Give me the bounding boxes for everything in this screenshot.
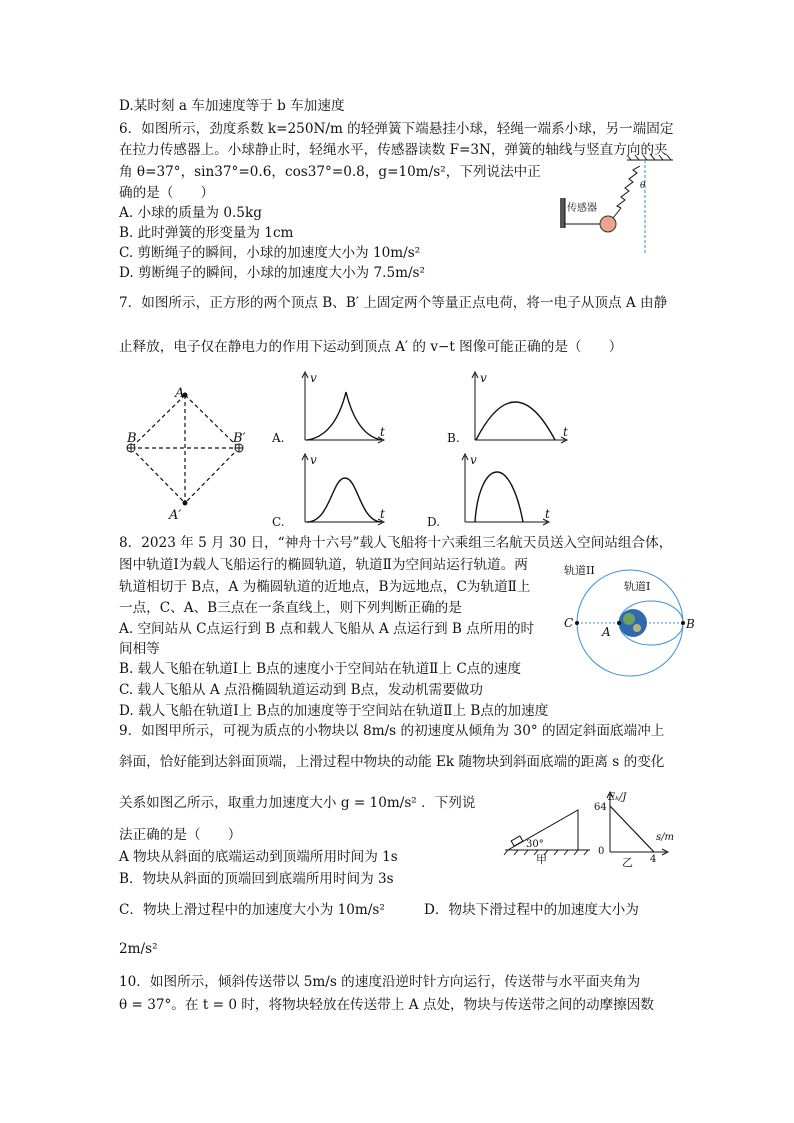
q9-option-b: B．物块从斜面的顶端回到底端所用时间为 3s bbox=[119, 871, 394, 887]
q7-graph-b bbox=[445, 368, 580, 448]
option-b-label: B. bbox=[447, 431, 460, 445]
q8-option-b: B. 载人飞船在轨道Ⅰ上 B点的速度小于空间站在轨道Ⅱ上 C点的速度 bbox=[119, 661, 522, 677]
point-B-label: B bbox=[686, 617, 695, 631]
t-axis-label: t bbox=[545, 507, 550, 521]
q8-option-a-line1: A. 空间站从 C点运行到 B 点和载人飞船从 A 点运行到 B 点所用的时 bbox=[119, 621, 535, 637]
q10-stem-line1: 10．如图所示，倾斜传送带以 5m/s 的速度沿逆时针方向运行，传送带与水平面夹角为 bbox=[119, 974, 641, 990]
option-c-label: C. bbox=[272, 515, 285, 529]
q6-stem-line1: 6．如图所示，劲度系数 k=250N/m 的轻弹簧下端悬挂小球，轻绳一端系小球，另一端固定 bbox=[119, 121, 674, 137]
q9-incline-figure bbox=[500, 805, 600, 865]
tick-64: 64 bbox=[594, 802, 607, 813]
tick-4: 4 bbox=[650, 854, 657, 865]
q7-graph-d bbox=[425, 450, 565, 530]
q9-option-c: C．物块上滑过程中的加速度大小为 10m/s² bbox=[119, 902, 385, 918]
option-a-label: A. bbox=[272, 431, 285, 445]
vertex-B-label: B bbox=[127, 431, 137, 446]
t-axis-label: t bbox=[380, 507, 385, 521]
incline-angle-label: 30° bbox=[526, 839, 544, 850]
q8-stem-line3: 轨道相切于 B点，A 为椭圆轨道的近地点，B为远地点，C为轨道Ⅱ上 bbox=[119, 579, 531, 595]
point-C-label: C bbox=[564, 616, 574, 630]
q8-orbit-figure bbox=[560, 564, 700, 690]
vertex-A-prime-label: A′ bbox=[169, 508, 182, 523]
v-axis-label: v bbox=[310, 371, 317, 385]
q8-stem-line2: 图中轨道Ⅰ为载人飞船运行的椭圆轨道，轨道Ⅱ为空间站运行轨道。两 bbox=[119, 557, 528, 573]
q9-option-d-line1: D．物块下滑过程中的加速度大小为 bbox=[424, 902, 639, 918]
q8-stem-line1: 8．2023 年 5 月 30 日，“神舟十六号”载人飞船将十六乘组三名航天员送入空间站组合体， bbox=[119, 535, 673, 551]
t-axis-label: t bbox=[380, 425, 385, 439]
q7-graph-a bbox=[270, 368, 400, 448]
q8-option-d: D. 载人飞船在轨道Ⅰ上 B点的加速度等于空间站在轨道Ⅱ上 B点的加速度 bbox=[119, 703, 549, 719]
orbit-2-label: 轨道II bbox=[564, 564, 595, 577]
q6-stem-line4: 确的是（ ） bbox=[119, 185, 215, 201]
q9-option-d-line2: 2m/s² bbox=[119, 941, 158, 957]
v-axis-label: v bbox=[470, 453, 477, 467]
q9-ek-s-graph bbox=[592, 790, 702, 870]
q7-stem-line1: 7．如图所示，正方形的两个顶点 B、B′ 上固定两个等量正点电荷，将一电子从顶点 A 由静 bbox=[119, 295, 668, 311]
q6-sensor-label: 传感器 bbox=[567, 203, 597, 214]
q6-option-c: C. 剪断绳子的瞬间，小球的加速度大小为 10m/s² bbox=[119, 245, 421, 261]
q6-option-d: D. 剪断绳子的瞬间，小球的加速度大小为 7.5m/s² bbox=[119, 265, 425, 281]
q7-square-figure bbox=[125, 385, 250, 525]
s-axis-label: s/m bbox=[656, 832, 674, 843]
q10-stem-line2: θ = 37°。在 t = 0 时，将物块轻放在传送带上 A 点处，物块与传送带之间的动摩擦因数 bbox=[119, 997, 654, 1013]
option-d-label: D. bbox=[427, 515, 441, 529]
vertex-A-label: A bbox=[175, 386, 185, 401]
vertex-B-prime-label: B′ bbox=[233, 431, 246, 446]
orbit-1-label: 轨道I bbox=[624, 580, 651, 593]
v-axis-label: v bbox=[310, 453, 317, 467]
ek-axis-label: Eₖ/J bbox=[608, 792, 627, 803]
q9-stem-line1: 9．如图甲所示，可视为质点的小物块以 8m/s 的初速度从倾角为 30° 的固定斜面底端冲上 bbox=[119, 723, 665, 739]
q6-stem-line3: 角 θ=37°，sin37°=0.6，cos37°=0.8，g=10m/s²，下列说法中正 bbox=[119, 164, 541, 180]
fig-jia-label: 甲 bbox=[536, 853, 547, 866]
q9-stem-line3: 关系如图乙所示，取重力加速度大小 g = 10m/s² ．下列说 bbox=[119, 795, 476, 811]
q9-option-a: A 物块从斜面的底端运动到顶端所用时间为 1s bbox=[119, 849, 398, 865]
q6-stem-line2: 在拉力传感器上。小球静止时，轻绳水平，传感器读数 F=3N，弹簧的轴线与竖直方向的夹 bbox=[119, 142, 668, 158]
q6-option-b: B. 此时弹簧的形变量为 1cm bbox=[119, 225, 294, 241]
q9-stem-line2: 斜面，恰好能到达斜面顶端，上滑过程中物块的动能 Ek 随物块到斜面底端的距离 s 的变化 bbox=[119, 754, 665, 770]
q8-option-a-line2: 间相等 bbox=[119, 641, 160, 657]
q8-option-c: C. 载人飞船从 A 点沿椭圆轨道运动到 B点，发动机需要做功 bbox=[119, 682, 483, 698]
q7-stem-line2: 止释放，电子仅在静电力的作用下运动到顶点 A′ 的 v−t 图像可能正确的是（ ） bbox=[119, 339, 623, 355]
fig-yi-label: 乙 bbox=[622, 856, 633, 869]
q8-stem-line4: 一点，C、A、B三点在一条直线上，则下列判断正确的是 bbox=[119, 600, 462, 616]
tick-0: 0 bbox=[598, 846, 605, 857]
q6-theta-label: θ bbox=[640, 181, 646, 191]
v-axis-label: v bbox=[480, 371, 487, 385]
q5-option-d: D.某时刻 a 车加速度等于 b 车加速度 bbox=[119, 98, 345, 114]
q7-graph-c bbox=[270, 450, 400, 530]
q9-stem-line4: 法正确的是（ ） bbox=[119, 827, 242, 843]
q6-option-a: A. 小球的质量为 0.5kg bbox=[119, 205, 262, 221]
q6-figure bbox=[555, 158, 685, 258]
t-axis-label: t bbox=[563, 425, 568, 439]
point-A-label: A bbox=[602, 625, 611, 639]
